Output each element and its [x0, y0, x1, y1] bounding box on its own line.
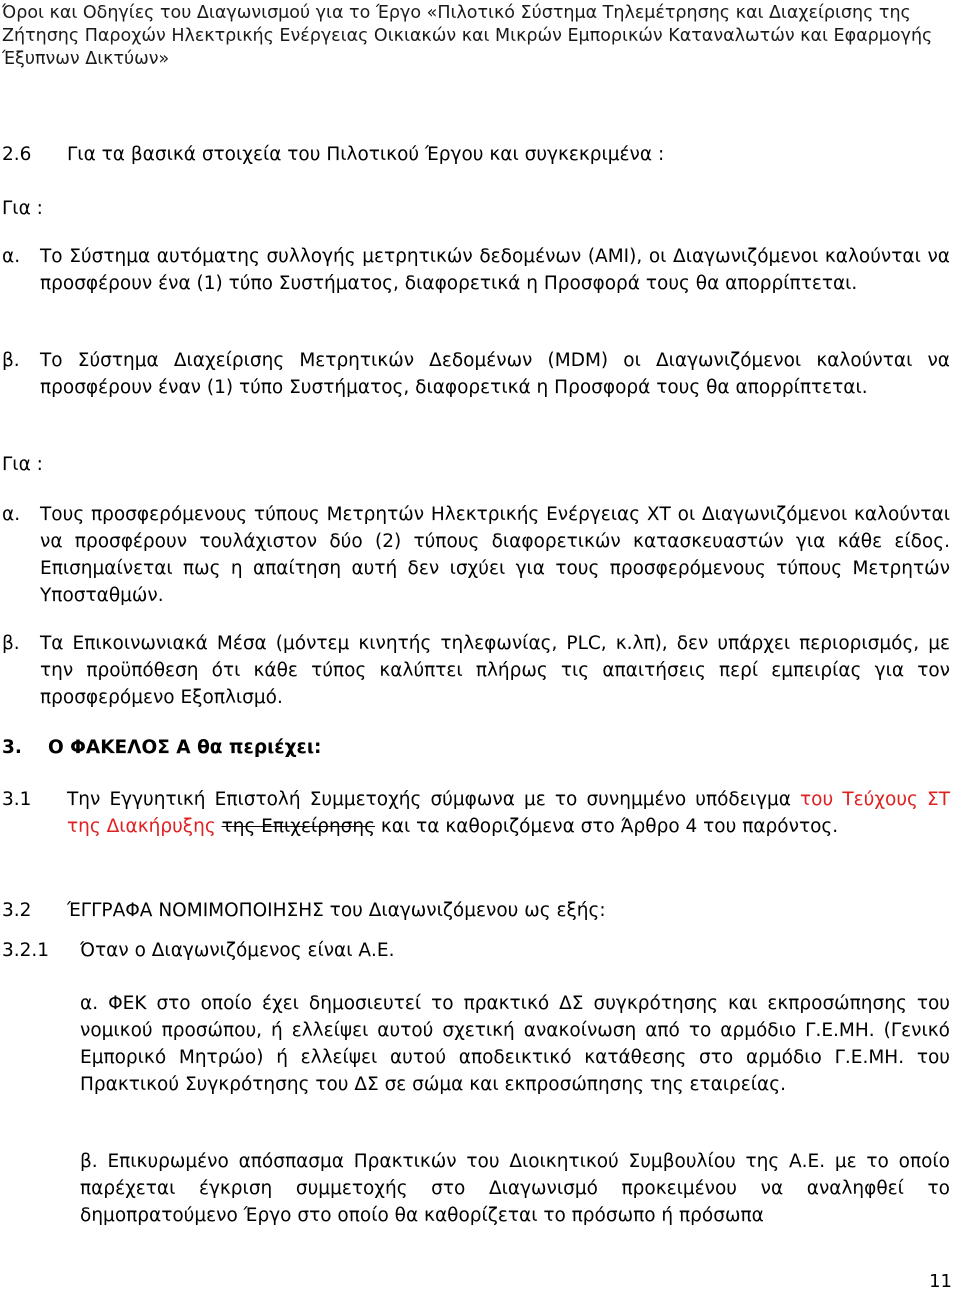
item-a2-label: α.	[2, 504, 21, 525]
section-3-2-number: 3.2	[2, 900, 32, 921]
page-header: Όροι και Οδηγίες του Διαγωνισμού για το Έργο «Πιλοτικό Σύστημα Τηλεμέτρησης και Διαχείρισης της Ζήτησης Παροχών Ηλεκτρικής Ενέργειας Οικιακών και Μικρών Εμπορικών Καταναλωτών και Εφαρμογής Έξυπνων Δικτύων»	[2, 3, 933, 69]
item-a2-text: Τους προσφερόμενους τύπους Μετρητών Ηλεκτρικής Ενέργειας ΧΤ οι Διαγωνιζόμενοι καλούνται να προσφέρουν τουλάχιστον δύο (2) τύπους διαφορετικών κατασκευαστών για κάθε είδος. Επισημαίνεται πως η απαίτηση αυτή δεν ισχύει για τους προσφερόμενους τύπους Μετρητών Υποσταθμών.	[40, 504, 950, 606]
section-3-1-red-insert: του Τεύχους ΣΤ της Διακήρυξης	[67, 789, 950, 837]
item-b-text: Το Σύστημα Διαχείρισης Μετρητικών Δεδομένων (MDM) οι Διαγωνιζόμενοι καλούνται να προσφέρουν έναν (1) τύπο Συστήματος, διαφορετικά η Προσφορά τους θα απορρίπτεται.	[40, 350, 950, 398]
section-2-6-title: Για τα βασικά στοιχεία του Πιλοτικού Έργου και συγκεκριμένα :	[67, 144, 665, 165]
item-a-label: α.	[2, 246, 21, 267]
section-3-1-strikethrough: της Επιχείρησης	[221, 816, 375, 837]
section-3-number: 3.	[2, 737, 22, 758]
section-3-1-text-end: και τα καθοριζόμενα στο Άρθρο 4 του παρόντος.	[380, 816, 839, 837]
section-3-1-text	[67, 786, 950, 840]
section-3-2-text: ΈΓΓΡΑΦΑ ΝΟΜΙΜΟΠΟΙΗΣΗΣ του Διαγωνιζόμενου ως εξής:	[67, 900, 606, 921]
item-b-label: β.	[2, 350, 20, 371]
gia-label-2: Για :	[2, 454, 43, 475]
section-3-2-1-number: 3.2.1	[2, 940, 50, 961]
item-a3-text: α. ΦΕΚ στο οποίο έχει δημοσιευτεί το πρακτικό ΔΣ συγκρότησης και εκπροσώπησης του νομικού προσώπου, ή ελλείψει αυτού σχετική ανακοίνωση από το αρμόδιο Γ.Ε.ΜΗ. (Γενικό Εμπορικό Μητρώο) ή ελλείψει αυτού αποδεικτικό κατάθεσης στο αρμόδιο Γ.Ε.ΜΗ. του Πρακτικού Συγκρότησης του ΔΣ σε σώμα και εκπροσώπησης της εταιρείας.	[80, 993, 950, 1095]
section-3-2-1-text: Όταν ο Διαγωνιζόμενος είναι Α.Ε.	[80, 940, 395, 961]
item-a-text: Το Σύστημα αυτόματης συλλογής μετρητικών δεδομένων (AMI), οι Διαγωνιζόμενοι καλούνται να προσφέρουν ένα (1) τύπο Συστήματος, διαφορετικά η Προσφορά τους θα απορρίπτεται.	[40, 246, 950, 294]
item-b2-label: β.	[2, 633, 20, 654]
section-3-1-number: 3.1	[2, 789, 32, 810]
item-b2-text: Τα Επικοινωνιακά Μέσα (μόντεμ κινητής τηλεφωνίας, PLC, κ.λπ), δεν υπάρχει περιορισμός, με την προϋπόθεση ότι κάθε τύπος καλύπτει πλήρως τις απαιτήσεις περί εμπειρίας για τον προσφερόμενο Εξοπλισμό.	[40, 633, 950, 708]
gia-label-1: Για :	[2, 198, 43, 219]
item-b3-text: β. Επικυρωμένο απόσπασμα Πρακτικών του Διοικητικού Συμβουλίου της Α.Ε. με το οποίο παρέχεται έγκριση συμμετοχής στο Διαγωνισμό προκειμένου να αναληφθεί το δημοπρατούμενο Έργο στο οποίο θα καθορίζεται το πρόσωπο ή πρόσωπα	[80, 1151, 950, 1226]
section-3-title: Ο ΦΑΚΕΛΟΣ Α θα περιέχει:	[48, 737, 322, 758]
page-number: 11	[929, 1271, 952, 1292]
section-2-6-number: 2.6	[2, 144, 32, 165]
section-3-1-text-start: Την Εγγυητική Επιστολή Συμμετοχής σύμφωνα με το συνημμένο υπόδειγμα	[67, 789, 791, 810]
